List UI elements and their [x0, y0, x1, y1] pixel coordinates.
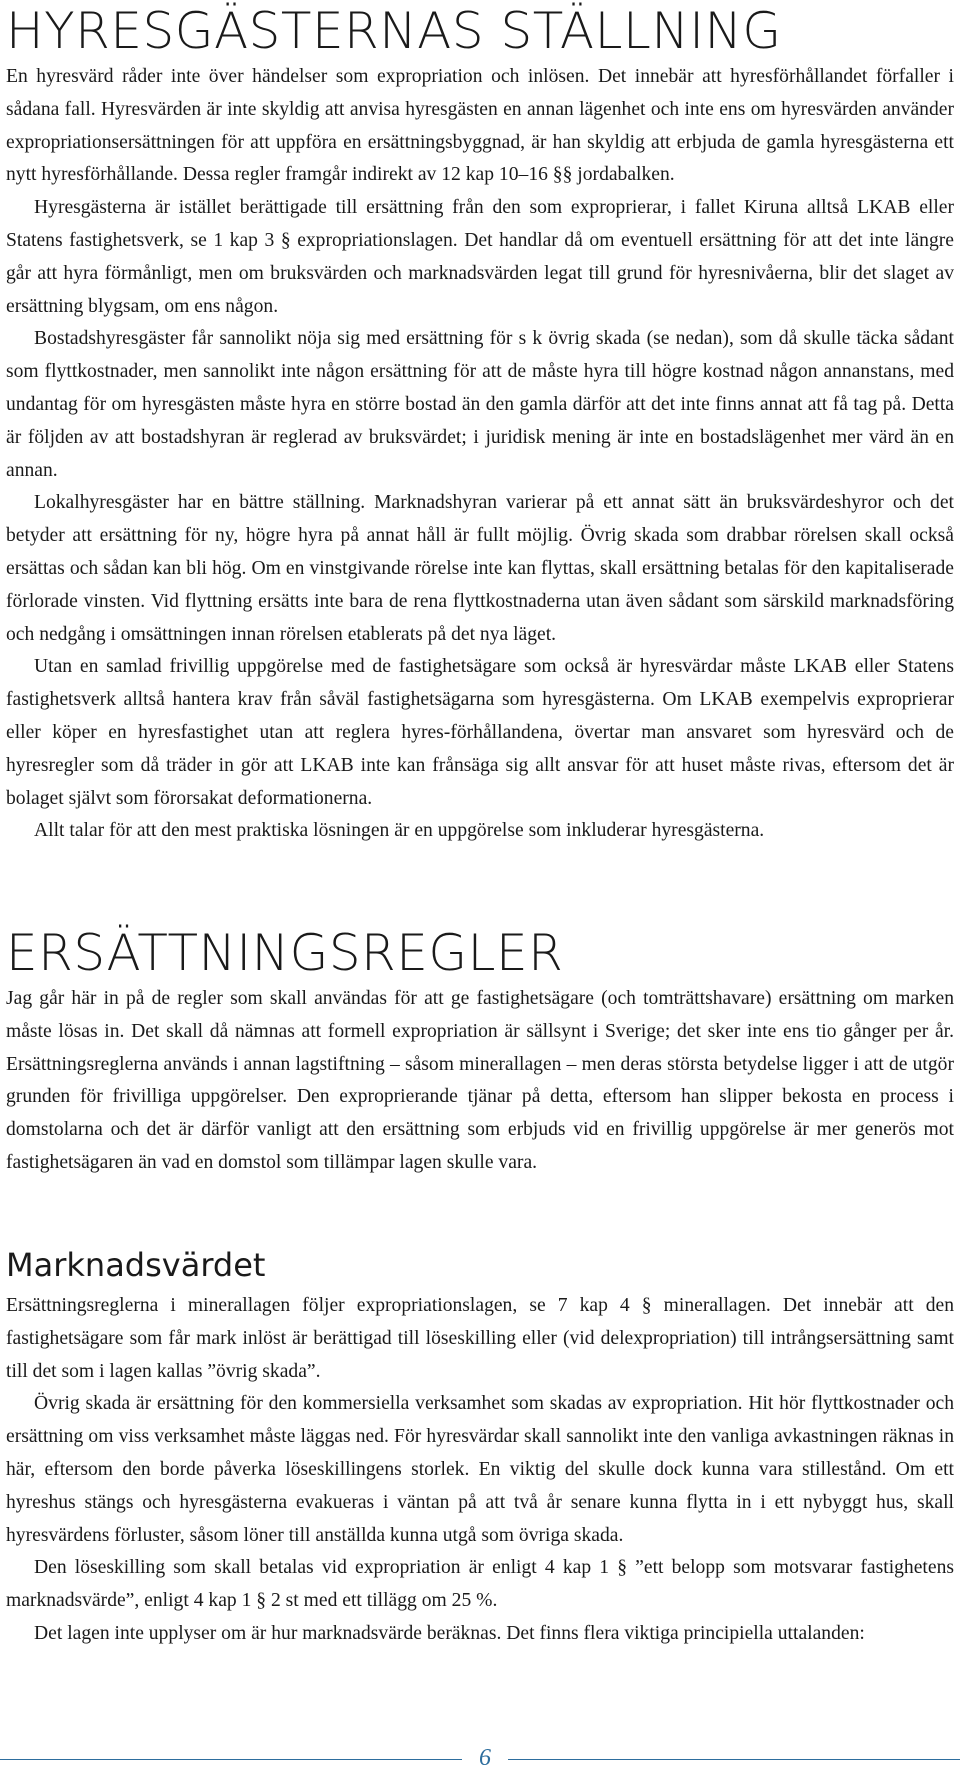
paragraph: Hyresgästerna är istället berättigade till ersättning från den som exproprierar, i fallet Kiruna alltså LKAB eller Statens fastighetsverk, se 1 kap 3 § expropriationslagen. Det handlar då om eventuell ersättning för att det inte längre går att hyra förmånligt, men om bruksvärden och marknadsvärden legat till grund för hyresnivåerna, blir det slaget av ersättning blygsam, om ens någon.: [6, 197, 954, 317]
paragraph: Det lagen inte upplyser om är hur marknadsvärde beräknas. Det finns flera viktiga principiella uttalanden:: [34, 1622, 865, 1644]
section-body-hyresgasternas-stallning: [6, 61, 954, 848]
section-title-ersattningsregler: ERSÄTTNINGSREGLER: [6, 924, 564, 982]
footer-rule-right: [508, 1759, 960, 1760]
paragraph: Allt talar för att den mest praktiska lösningen är en uppgörelse som inkluderar hyresgästerna.: [34, 820, 765, 842]
section-title-hyresgasternas-stallning: HYRESGÄSTERNAS STÄLLNING: [6, 2, 782, 60]
paragraph: Ersättningsreglerna i minerallagen följer expropriationslagen, se 7 kap 4 § minerallagen. Det innebär att den fastighetsägare som får mark inlöst är berättigad till löseskilling eller (vid delexpropriation) till intrångsersättning samt till det som i lagen kallas ”övrig skada”.: [6, 1295, 954, 1382]
footer-rule-left: [0, 1759, 462, 1760]
paragraph: Lokalhyresgäster har en bättre ställning. Marknadshyran varierar på ett annat sätt än bruksvärdeshyror och det betyder att ersättning för ny, högre hyra på annat håll är fullt möjlig. Övrig skada som drabbar rörelsen skall också ersättas och sådan kan bli hög. Om en vinstgivande rörelse inte kan flyttas, skall ersättning betalas för den kapitaliserade förlorade vinsten. Vid flyttning ersätts inte bara de rena flyttkostnaderna utan även sådant som särskild marknadsföring och nedgång i omsättningen innan rörelsen etablerats på det nya läget.: [6, 492, 954, 645]
section-body-marknadsvardet: [6, 1290, 954, 1651]
paragraph: Övrig skada är ersättning för den kommersiella verksamhet som skadas av expropriation. Hit hör flyttkostnader och ersättning om viss verksamhet måste läggas ned. För hyresvärdar skall sannolikt inte den vanliga avkastningen räknas in här, eftersom den borde påverka löseskillingens storlek. En viktig del skulle dock kunna vara stillestånd. Om ett hyreshus stängs och hyresgästerna evakueras i väntan på att två år senare kunna flytta in i ett nybyggt hus, skall hyresvärdens förluster, såsom löner till anställda kunna utgå som övriga skada.: [6, 1393, 954, 1546]
section-title-marknadsvardet: Marknadsvärdet: [6, 1246, 266, 1284]
paragraph: Jag går här in på de regler som skall användas för att ge fastighetsägare (och tomträttshavare) ersättning om marken måste lösas in. Det skall då nämnas att formell expropriation är sällsynt i Sverige; det sker inte ens tio gånger per år. Ersättningsreglerna används i annan lagstiftning – såsom minerallagen – men deras största betydelse ligger i att de utgör grunden för frivilliga uppgörelser. Den exproprierande tjänar på detta, eftersom han slipper bekosta en process i domstolarna och det är därför vanligt att den ersättning som erbjuds vid en frivillig uppgörelse är mer generös mot fastighetsägaren än vad en domstol som tillämpar lagen skulle vara.: [6, 988, 954, 1173]
paragraph: Bostadshyresgäster får sannolikt nöja sig med ersättning för s k övrig skada (se nedan), som då skulle täcka sådant som flyttkostnader, men sannolikt inte någon ersättning för att de måste hyra till högre kostnad någon annanstans, med undantag för om hyresgästen måste hyra en större bostad än den gamla därför att det inte finns annat att få tag på. Detta är följden av att bostadshyran är reglerad av bruksvärdet; i juridisk mening är inte en bostadslägenhet mer värd än en annan.: [6, 328, 954, 481]
paragraph: Utan en samlad frivillig uppgörelse med de fastighetsägare som också är hyresvärdar måste LKAB eller Statens fastighetsverk alltså hantera krav från såväl fastighetsägarna som hyresgästerna. Om LKAB exempelvis exproprierar eller köper en hyresfastighet utan att reglera hyres-förhållandena, övertar man ansvaret som hyresvärd och de hyresregler som då träder in gör att LKAB inte kan frånsäga sig allt ansvar för att huset måste rivas, eftersom det är bolaget självt som förorsakat deformationerna.: [6, 656, 954, 809]
section-body-ersattningsregler: [6, 983, 954, 1180]
paragraph: En hyresvärd råder inte över händelser som expropriation och inlösen. Det innebär att hyresförhållandet förfaller i sådana fall. Hyresvärden är inte skyldig att anvisa hyresgästen en annan lägenhet och inte ens om hyresvärden använder expropriationsersättningen för att uppföra en ersättningsbyggnad, är han skyldig att erbjuda de gamla hyresgästerna ett nytt hyresförhållande. Dessa regler framgår indirekt av 12 kap 10–16 §§ jordabalken.: [6, 66, 954, 186]
paragraph: Den löseskilling som skall betalas vid expropriation är enligt 4 kap 1 § ”ett belopp som motsvarar fastighetens marknadsvärde”, enligt 4 kap 1 § 2 st med ett tillägg om 25 %.: [6, 1557, 954, 1612]
page-number: 6: [479, 1745, 491, 1771]
